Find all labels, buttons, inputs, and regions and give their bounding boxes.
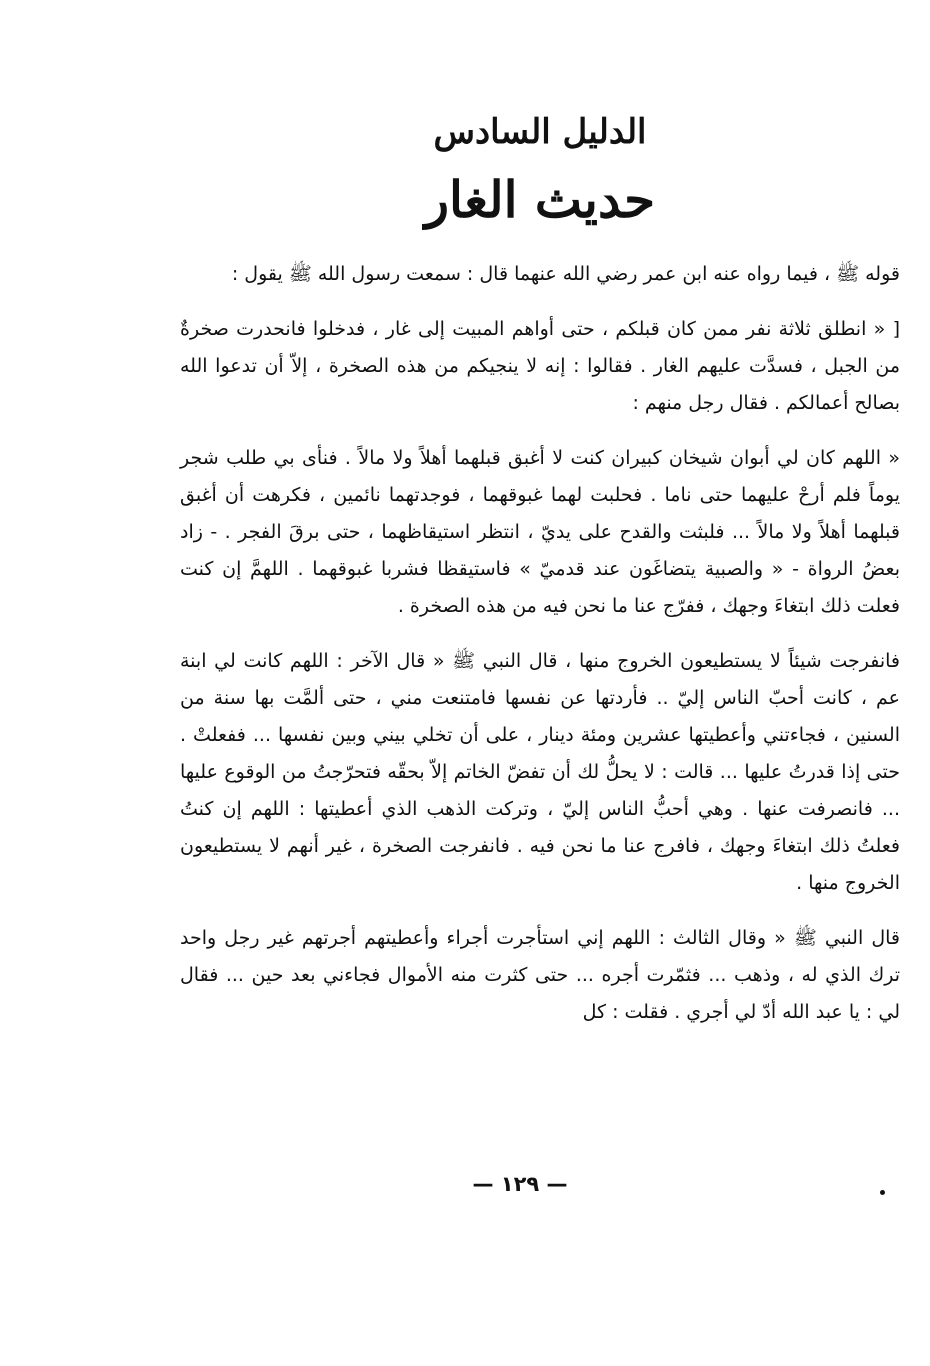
paragraph-second-man: فانفرجت شيئاً لا يستطيعون الخروج منها ، قال النبي ﷺ « قال الآخر : اللهم كانت لي ابنة عم ، كانت أحبّ الناس إليّ .. فأردتها عن نفسها فامتنعت مني ، حتى ألمَّت بها سنة من السنين ، فجاءتني وأعطيتها عشرين ومئة دينار ، على أن تخلي بيني وبين نفسها ... ففعلتْ . حتى إذا قدرتُ عليها ... قالت : لا يحلُّ لك أن تفضّ الخاتم إلاّ بحقّه فتحرّجتُ من الوقوع عليها ... فانصرفت عنها . وهي أحبُّ الناس إليّ ، وتركت الذهب الذي أعطيتها : اللهم إن كنتُ فعلتُ ذلك ابتغاءَ وجهك ، فافرج عنا ما نحن فيه . فانفرجت الصخرة ، غير أنهم لا يستطيعون الخروج منها .	[180, 650, 900, 894]
page-number: — ١٢٩ —	[472, 1172, 568, 1196]
scan-speck	[880, 1190, 885, 1195]
paragraph-third-man: قال النبي ﷺ « وقال الثالث : اللهم إني استأجرت أجراء وأعطيتهم أجرتهم غير رجل واحد ترك الذي له ، وذهب ... فثمّرت أجره ... حتى كثرت منه الأموال فجاءني بعد حين ... فقال لي : يا عبد الله أدّ لي أجري . فقلت : كل	[180, 927, 900, 1023]
page-title: حديث الغار	[424, 170, 656, 229]
paragraph-first-man: [ « انطلق ثلاثة نفر ممن كان قبلكم ، حتى أواهم المبيت إلى غار ، فدخلوا فانحدرت صخرةٌ من الجبل ، فسدَّت عليهم الغار . فقالوا : إنه لا ينجيكم من هذه الصخرة ، إلاّ أن تدعوا الله بصالح أعمالكم . فقال رجل منهم :	[180, 318, 900, 414]
chapter-label: الدليل السادس	[433, 112, 647, 152]
paragraph-parents-story: « اللهم كان لي أبوان شيخان كبيران كنت لا أغبق قبلهما أهلاً ولا مالاً . فنأى بي طلب شجر يوماً فلم أرحْ عليهما حتى ناما . فحلبت لهما غبوقهما ، فوجدتهما نائمين ، فكرهت أن أغبق قبلهما أهلاً ولا مالاً ... فلبثت والقدح على يديّ ، انتظر استيقاظهما ، حتى برقَ الفجر . - زاد بعضُ الرواة - « والصبية يتضاغَون عند قدميّ » فاستيقظا فشربا غبوقهما . اللهمَّ إن كنت فعلت ذلك ابتغاءَ وجهك ، ففرّج عنا ما نحن فيه من هذه الصخرة .	[180, 447, 900, 617]
body-text	[180, 256, 900, 1049]
paragraph-intro: قوله ﷺ ، فيما رواه عنه ابن عمر رضي الله عنهما قال : سمعت رسول الله ﷺ يقول :	[231, 263, 900, 285]
